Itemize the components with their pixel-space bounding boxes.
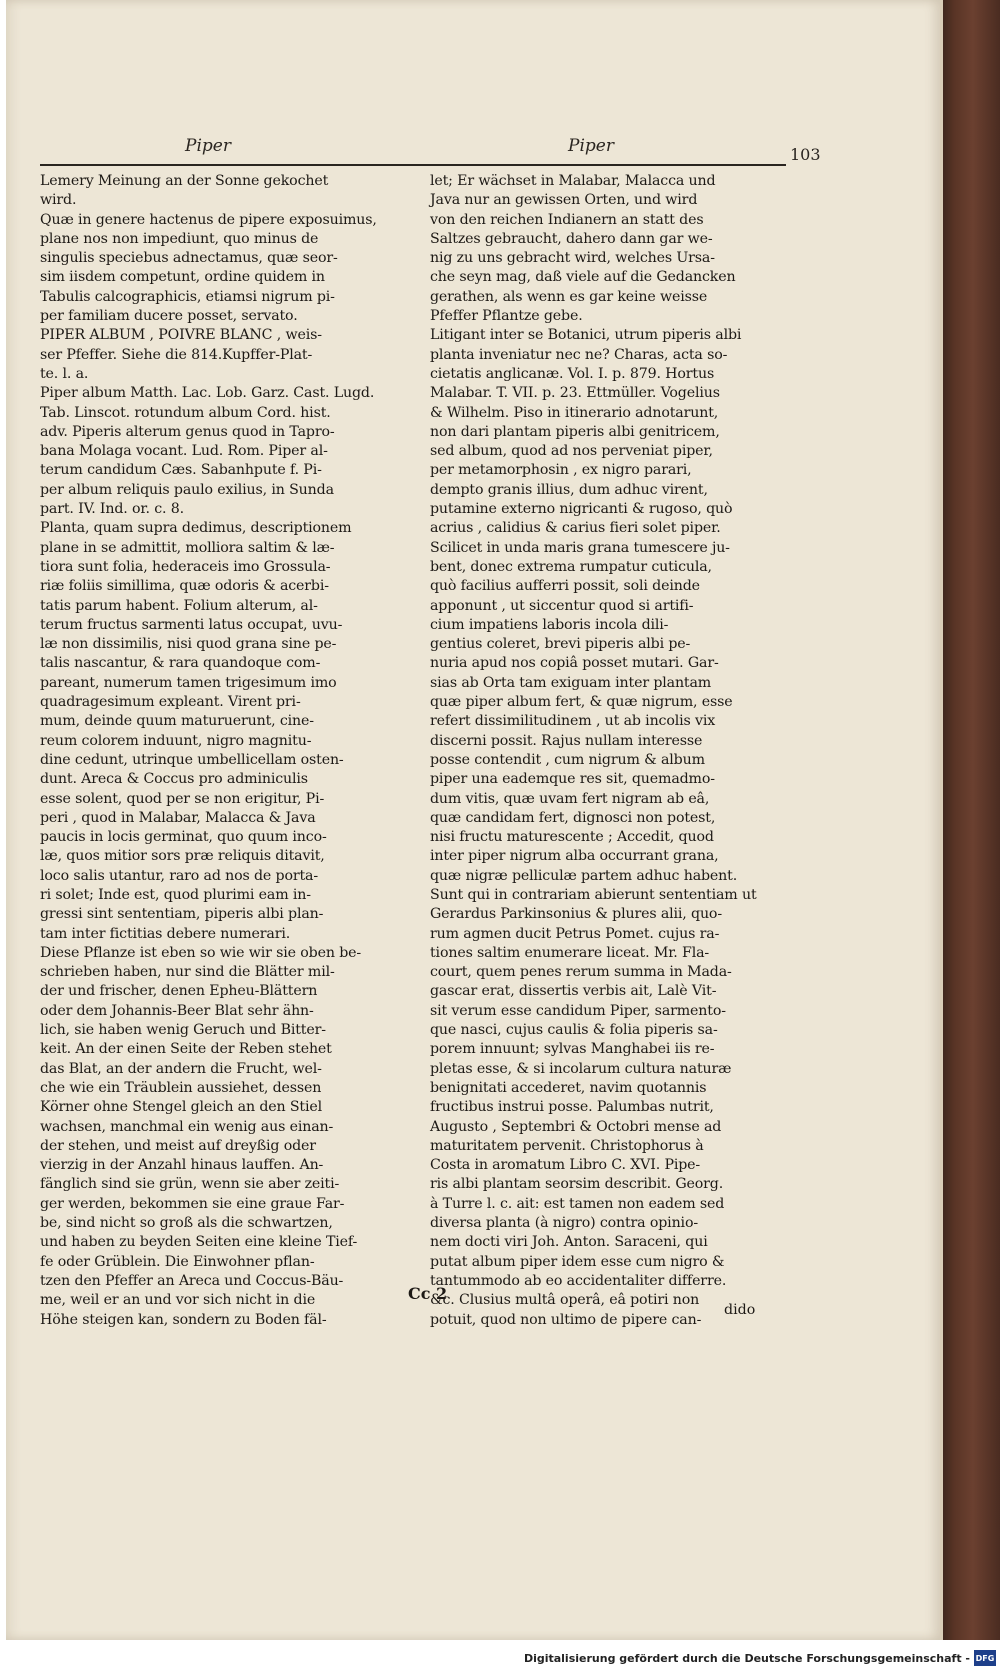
text-line: sias ab Orta tam exiguam inter plantam (430, 674, 712, 691)
text-line: und haben zu beyden Seiten eine kleine Tief- (40, 1234, 358, 1251)
page-number: 103 (790, 145, 821, 164)
text-line: per album reliquis paulo exilius, in Sunda (40, 481, 334, 498)
text-line: let; Er wächset in Malabar, Malacca und (430, 173, 716, 189)
text-line: Planta, quam supra dedimus, descriptionem (40, 520, 352, 537)
text-line: Saltzes gebraucht, dahero dann gar we- (430, 230, 713, 247)
text-line: te. l. a. (40, 365, 89, 382)
text-line: das Blat, an der andern die Frucht, wel- (40, 1060, 322, 1077)
left-text-column (40, 172, 404, 1330)
text-line: nisi fructu maturescente ; Accedit, quod (430, 829, 714, 846)
text-line: Lemery Meinung an der Sonne gekochet (40, 173, 329, 189)
text-line: inter piper nigrum alba occurrant grana, (430, 848, 719, 865)
text-line: quadragesimum expleant. Virent pri- (40, 694, 301, 711)
text-line: dunt. Areca & Coccus pro adminiculis (40, 771, 308, 788)
text-line: lich, sie haben wenig Geruch und Bitter- (40, 1022, 326, 1039)
text-line: cium impatiens laboris incola dili- (430, 616, 669, 633)
footer-credit: Digitalisierung gefördert durch die Deutsche Forschungsgemeinschaft - (523, 1652, 970, 1665)
text-line: adv. Piperis alterum genus quod in Tapro- (40, 423, 335, 440)
right-text-column (430, 172, 786, 1330)
text-line: ser Pfeffer. Siehe die 814.Kupffer-Plat- (40, 346, 313, 363)
text-line: gentius coleret, brevi piperis albi pe- (430, 636, 691, 653)
text-line: quæ nigræ pelliculæ partem adhuc habent. (430, 867, 738, 884)
text-line: discerni possit. Rajus nullam interesse (430, 732, 703, 749)
text-line: acrius , calidius & carius fieri solet piper. (430, 520, 721, 537)
text-line: que nasci, cujus caulis & folia piperis sa- (430, 1022, 718, 1039)
text-line: gerathen, als wenn es gar keine weisse (430, 288, 708, 305)
text-line: Costa in aromatum Libro C. XVI. Pipe- (430, 1157, 701, 1174)
header-rule (40, 164, 786, 166)
text-line: sit verum esse candidum Piper, sarmento- (430, 1002, 726, 1019)
text-line: Tabulis calcographicis, etiamsi nigrum pi- (40, 288, 335, 305)
text-line: PIPER ALBUM , POIVRE BLANC , weis- (40, 327, 322, 344)
text-line: keit. An der einen Seite der Reben stehet (40, 1041, 332, 1058)
text-line: Java nur an gewissen Orten, und wird (430, 192, 698, 209)
text-line: tantummodo ab eo accidentaliter differre. (430, 1272, 727, 1289)
text-line: Litigant inter se Botanici, utrum piperis albi (430, 327, 742, 344)
text-line: benignitati accederet, navim quotannis (430, 1079, 707, 1096)
text-line: sim iisdem competunt, ordine quidem in (40, 269, 325, 286)
text-line: Augusto , Septembri & Octobri mense ad (430, 1118, 722, 1135)
text-line: læ, quos mitior sors præ reliquis ditavit, (40, 848, 325, 865)
text-line: Gerardus Parkinsonius & plures alii, quo- (430, 906, 722, 923)
text-line: Pfeffer Pflantze gebe. (430, 308, 583, 325)
text-line: plane in se admittit, molliora saltim & læ- (40, 539, 335, 556)
text-line: & Wilhelm. Piso in itinerario adnotarunt, (430, 404, 719, 421)
text-line: læ non dissimilis, nisi quod grana sine pe- (40, 636, 337, 653)
text-line: tzen den Pfeffer an Areca und Coccus-Bäu- (40, 1272, 344, 1289)
text-line: porem innuunt; sylvas Manghabei iis re- (430, 1041, 715, 1058)
text-line: wachsen, manchmal ein wenig aus einan- (40, 1118, 334, 1135)
text-line: apponunt , ut siccentur quod si artifi- (430, 597, 694, 614)
text-line: von den reichen Indianern an statt des (430, 211, 704, 228)
book-cover-edge (940, 0, 1000, 1640)
text-line: potuit, quod non ultimo de pipere can- (430, 1311, 702, 1328)
text-line: fänglich sind sie grün, wenn sie aber zeiti- (40, 1176, 340, 1193)
text-line: che seyn mag, daß viele auf die Gedancken (430, 269, 736, 286)
text-line: diversa planta (à nigro) contra opinio- (430, 1215, 698, 1232)
text-line: fe oder Grüblein. Die Einwohner pflan- (40, 1253, 315, 1270)
text-line: Sunt qui in contrariam abierunt sententiam ut (430, 886, 757, 903)
text-line: gressi sint sententiam, piperis albi plan- (40, 906, 324, 923)
text-line: quæ piper album fert, & quæ nigrum, esse (430, 694, 733, 711)
text-line: maturitatem pervenit. Christophorus à (430, 1137, 704, 1154)
text-line: peri , quod in Malabar, Malacca & Java (40, 809, 316, 826)
text-line: der stehen, und meist auf dreyßig oder (40, 1137, 316, 1154)
text-line: part. IV. Ind. or. c. 8. (40, 501, 184, 518)
signature-mark: Cc 2 (408, 1284, 448, 1303)
text-line: der und frischer, denen Epheu-Blättern (40, 983, 318, 1000)
text-line: cietatis anglicanæ. Vol. I. p. 879. Hortus (430, 365, 715, 382)
text-line: schrieben haben, nur sind die Blätter mil- (40, 964, 335, 981)
text-line: plane nos non impediunt, quo minus de (40, 230, 319, 247)
text-line: per familiam ducere posset, servato. (40, 308, 298, 325)
text-line: vierzig in der Anzahl hinaus lauffen. An- (40, 1157, 324, 1174)
text-line: gascar erat, dissertis verbis ait, Lalè Vit- (430, 983, 717, 1000)
text-line: quæ candidam fert, dignosci non potest, (430, 809, 716, 826)
text-line: dine cedunt, utrinque umbellicellam osten- (40, 751, 344, 768)
text-line: talis nascantur, & rara quandoque com- (40, 655, 321, 672)
text-line: Tab. Linscot. rotundum album Cord. hist. (40, 404, 331, 421)
text-line: à Turre l. c. ait: est tamen non eadem sed (430, 1195, 725, 1212)
text-line: Quæ in genere hactenus de pipere exposuimus, (40, 211, 377, 228)
text-line: nem docti viri Joh. Anton. Saraceni, qui (430, 1234, 708, 1251)
text-line: Malabar. T. VII. p. 23. Ettmüller. Vogelius (430, 385, 720, 402)
text-line: wird. (40, 192, 77, 209)
text-line: pletas esse, & si incolarum cultura naturæ (430, 1060, 732, 1077)
text-line: ger werden, bekommen sie eine graue Far- (40, 1195, 345, 1212)
left-running-head: Piper (185, 136, 231, 156)
text-line: singulis speciebus adnectamus, quæ seor- (40, 250, 338, 267)
text-line: refert dissimilitudinem , ut ab incolis vix (430, 713, 716, 730)
text-line: reum colorem induunt, nigro magnitu- (40, 732, 312, 749)
text-line: bent, donec extrema rumpatur cuticula, (430, 558, 712, 575)
text-line: me, weil er an und vor sich nicht in die (40, 1292, 316, 1309)
text-line: &c. Clusius multâ operâ, eâ potiri non (430, 1292, 700, 1309)
text-line: putat album piper idem esse cum nigro & (430, 1253, 725, 1270)
text-line: be, sind nicht so groß als die schwartzen, (40, 1215, 333, 1232)
text-line: tatis parum habent. Folium alterum, al- (40, 597, 318, 614)
text-line: fructibus instrui posse. Palumbas nutrit, (430, 1099, 714, 1116)
right-running-head: Piper (568, 136, 614, 156)
text-line: tiones saltim enumerare liceat. Mr. Fla- (430, 944, 710, 961)
text-line: nig zu uns gebracht wird, welches Ursa- (430, 250, 715, 267)
text-line: Scilicet in unda maris grana tumescere ju- (430, 539, 730, 556)
text-line: Körner ohne Stengel gleich an den Stiel (40, 1099, 322, 1116)
catchword: dido (724, 1302, 756, 1318)
dfg-logo-icon: DFG (974, 1650, 996, 1666)
text-line: nuria apud nos copiâ posset mutari. Gar- (430, 655, 719, 672)
text-line: paucis in locis germinat, quo quum inco- (40, 829, 327, 846)
text-line: posse contendit , cum nigrum & album (430, 751, 705, 768)
text-line: putamine externo nigricanti & rugoso, quò (430, 501, 733, 518)
text-line: esse solent, quod per se non erigitur, Pi- (40, 790, 325, 807)
text-line: quò facilius aufferri possit, soli deinde (430, 578, 700, 595)
text-line: tam inter fictitias debere numerari. (40, 925, 291, 942)
text-line: Diese Pflanze ist eben so wie wir sie oben be- (40, 944, 362, 961)
text-line: terum fructus sarmenti latus occupat, uvu- (40, 616, 343, 633)
text-line: che wie ein Träublein aussiehet, dessen (40, 1079, 322, 1096)
text-line: piper una eademque res sit, quemadmo- (430, 771, 715, 788)
page-edge-highlight (940, 0, 943, 1640)
text-line: loco salis utantur, raro ad nos de porta- (40, 867, 318, 884)
text-line: dempto granis illius, dum adhuc virent, (430, 481, 708, 498)
text-line: Höhe steigen kan, sondern zu Boden fäl- (40, 1311, 327, 1328)
text-line: dum vitis, quæ uvam fert nigram ab eâ, (430, 790, 710, 807)
text-line: terum candidum Cæs. Sabanhpute f. Pi- (40, 462, 322, 479)
text-line: mum, deinde quum maturuerunt, cine- (40, 713, 314, 730)
text-line: per metamorphosin , ex nigro parari, (430, 462, 692, 479)
text-line: non dari plantam piperis albi genitricem, (430, 423, 720, 440)
text-line: ris albi plantam seorsim describit. Georg. (430, 1176, 724, 1193)
text-line: bana Molaga vocant. Lud. Rom. Piper al- (40, 443, 328, 460)
text-line: riæ foliis simillima, quæ odoris & acerbi- (40, 578, 329, 595)
text-line: rum agmen ducit Petrus Pomet. cujus ra- (430, 925, 720, 942)
text-line: sed album, quod ad nos perveniat piper, (430, 443, 713, 460)
text-line: pareant, numerum tamen trigesimum imo (40, 674, 337, 691)
text-line: tiora sunt folia, hederaceis imo Grossula- (40, 558, 331, 575)
text-line: planta inveniatur nec ne? Charas, acta so- (430, 346, 728, 363)
text-line: Piper album Matth. Lac. Lob. Garz. Cast. Lugd. (40, 385, 375, 402)
text-line: oder dem Johannis-Beer Blat sehr ähn- (40, 1002, 314, 1019)
text-line: ri solet; Inde est, quod plurimi eam in- (40, 886, 311, 903)
text-line: court, quem penes rerum summa in Mada- (430, 964, 732, 981)
